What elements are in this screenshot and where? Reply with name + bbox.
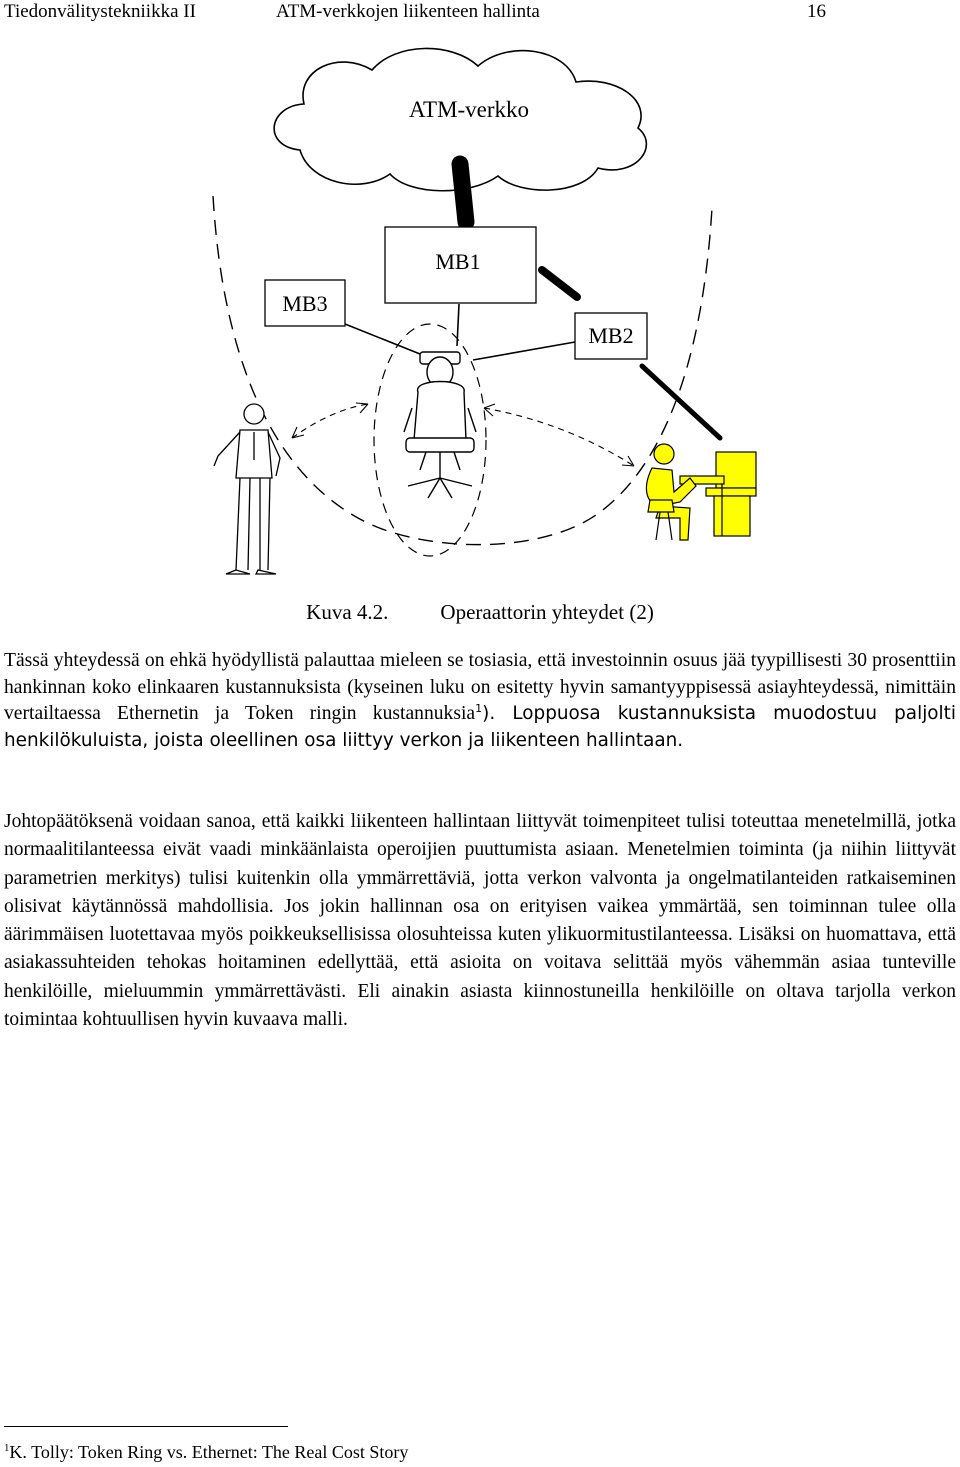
cloud-label: ATM-verkko — [408, 97, 530, 122]
person-standing-icon — [214, 404, 280, 574]
footnote-text: K. Tolly: Token Ring vs. Ethernet: The Real Cost Story — [9, 1442, 409, 1462]
arrow-operator-user — [484, 404, 634, 466]
link-operator-mb2 — [473, 342, 575, 360]
footnote-marker: 1 — [4, 1442, 10, 1454]
header-page-number: 16 — [807, 1, 826, 22]
link-cloud-mb1 — [460, 164, 466, 222]
link-mb1-mb2 — [542, 270, 577, 297]
caption-title: Operaattorin yhteydet (2) — [440, 600, 654, 624]
paragraph-1-part1: Tässä yhteydessä on ehkä hyödyllistä palauttaa mieleen se tosiasia, että investoinnin osuus jää tyypillisesti 30 prosenttiin hankinnan koko elinkaaren kustannuksista (kyseinen luku on esitetty hyvin samantyyppisessä asiayhteydessä, nimittäin vertailtaessa Ethernetin ja Token ringin kustannuksia — [4, 650, 956, 725]
arrow-operator-person — [292, 403, 368, 438]
caption-number: Kuva 4.2. — [306, 600, 389, 624]
network-figure — [0, 30, 960, 590]
mb3-label: MB3 — [282, 291, 328, 316]
operator-icon — [404, 352, 476, 498]
figure-caption — [0, 600, 960, 625]
mb1-label: MB1 — [435, 249, 481, 274]
link-mb2-user — [642, 366, 720, 438]
paragraph-1-part3: Loppuosa kustannuksista muodostuu paljolti henkilökuluista, joista oleellinen osa liittyy verkon ja liikenteen hallintaan. — [4, 703, 956, 751]
paragraph-1 — [4, 648, 956, 754]
header-course: Tiedonvälitystekniikka II — [4, 1, 196, 22]
footnote-ref: 1 — [475, 702, 483, 716]
mb2-label: MB2 — [588, 323, 634, 348]
header-chapter: ATM-verkkojen liikenteen hallinta — [276, 1, 540, 22]
footnote-rule — [4, 1426, 288, 1427]
paragraph-2: Johtopäätöksenä voidaan sanoa, että kaikki liikenteen hallintaan liittyvät toimenpiteet tulisi toteuttaa menetelmillä, jotka normaalitilanteessa eivät vaadi minkäänlaista operoijien puuttumista asiaan. Menetelmien toiminta (ja niihin liittyvät parametrien merkitys) tulisi kuitenkin olla ymmärrettäviä, jotta verkon valvonta ja ongelmatilanteiden ratkaiseminen olisivat käytännössä mahdollisia. Jos jokin hallinnan osa on erityisen vaikea ymmärtää, sen toiminnan tulee olla äärimmäisen luotettavaa myös poikkeuksellisissa olosuhteissa kuten ylikuormitustilanteessa. Lisäksi on huomattava, että asiakassuhteiden tehokas hoitaminen edellyttää, että asioita on voitava selittää myös vähemmän asiaa tunteville henkilöille, mieluummin ymmärrettävästi. Eli ainakin asiasta kiinnostuneilla henkilöille on oltava tarjolla verkon toimintaa kohtuullisen hyvin kuvaava malli. — [4, 811, 956, 1031]
footnote — [4, 1441, 408, 1463]
paragraph-1-part2: ). — [482, 703, 496, 725]
user-at-computer-icon — [646, 444, 756, 540]
